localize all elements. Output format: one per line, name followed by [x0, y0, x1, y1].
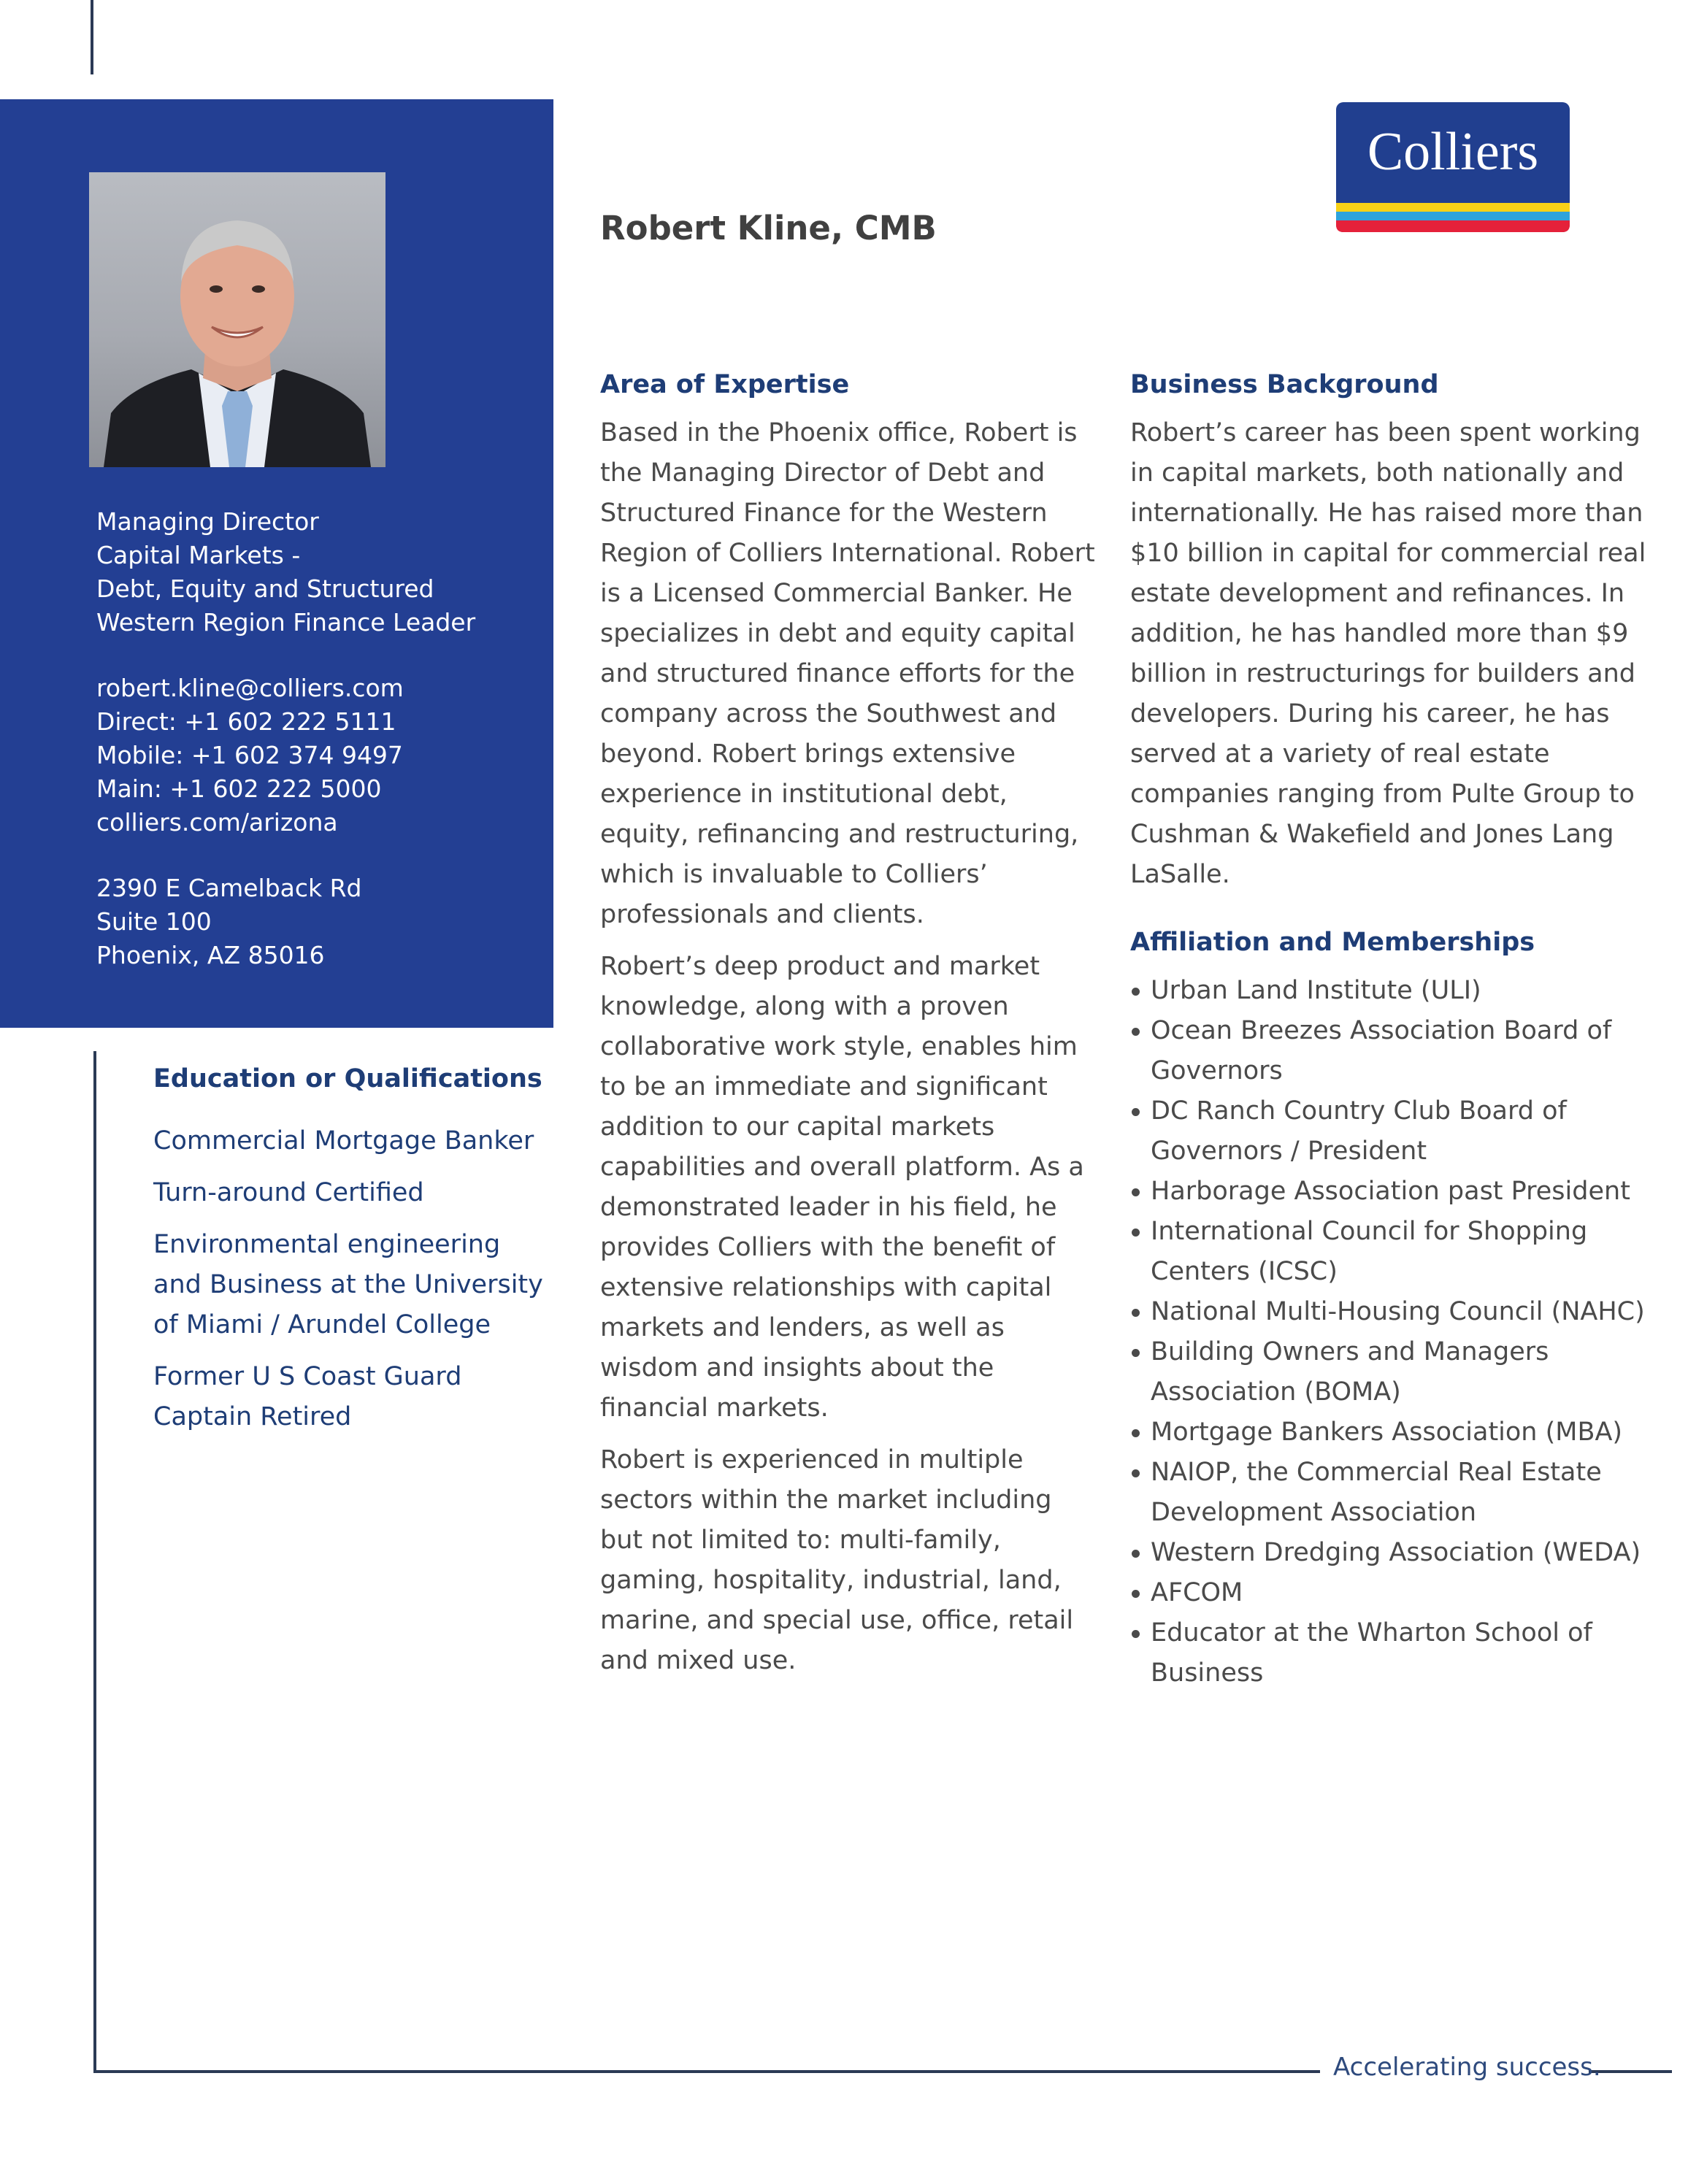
address-block [96, 872, 361, 972]
education-list [153, 1121, 548, 1449]
top-left-rule [91, 0, 93, 74]
list-item: Harborage Association past President [1130, 1172, 1670, 1212]
job-title-line: Debt, Equity and Structured [96, 574, 434, 603]
background-section [1130, 366, 1670, 1693]
mobile-phone[interactable]: Mobile: +1 602 374 9497 [96, 741, 403, 769]
education-item: Commercial Mortgage Banker [153, 1126, 534, 1156]
portrait-photo [89, 172, 385, 467]
expertise-paragraph: Robert’s deep product and market knowledge, along with a proven collaborative work style, enables him to be an immediate and significant addition to our capital markets capabilities and overall platform. As a demonstrated leader in his field, he provides Colliers with the benefit of extensive relationships with capital markets and lenders, as well as wisdom and insights about the financial markets. [600, 952, 1084, 1423]
list-item: Ocean Breezes Association Board of Governors [1130, 1011, 1670, 1091]
tagline: Accelerating success. [1333, 2053, 1601, 2082]
affiliations-list [1130, 971, 1670, 1693]
job-title-line: Western Region Finance Leader [96, 608, 476, 637]
address-line: Phoenix, AZ 85016 [96, 941, 325, 969]
list-item: Educator at the Wharton School of Business [1130, 1613, 1670, 1693]
bottom-rule [93, 2070, 1320, 2073]
expertise-paragraph: Robert is experienced in multiple sectors within the market including but not limited to: multi-family, gaming, hospitality, industrial, land, marine, and special use, office, retail and mixed use. [600, 1445, 1074, 1675]
email-link[interactable]: robert.kline@colliers.com [96, 674, 404, 702]
job-title-block [96, 505, 475, 639]
logo-wordmark: Colliers [1367, 122, 1539, 182]
education-heading: Education or Qualifications [153, 1064, 542, 1093]
list-item: DC Ranch Country Club Board of Governors / President [1130, 1091, 1670, 1172]
education-item: Turn-around Certified [153, 1178, 424, 1207]
direct-phone[interactable]: Direct: +1 602 222 5111 [96, 707, 396, 736]
expertise-section [600, 366, 1097, 1693]
affiliations-heading: Affiliation and Memberships [1130, 928, 1535, 957]
left-rule [93, 1051, 96, 2073]
list-item: Urban Land Institute (ULI) [1130, 971, 1670, 1011]
education-item: Former U S Coast Guard Captain Retired [153, 1362, 462, 1431]
list-item: Mortgage Bankers Association (MBA) [1130, 1412, 1670, 1453]
address-line: Suite 100 [96, 907, 212, 936]
list-item: National Multi-Housing Council (NAHC) [1130, 1292, 1670, 1332]
expertise-heading: Area of Expertise [600, 370, 850, 399]
expertise-paragraph: Based in the Phoenix office, Robert is the Managing Director of Debt and Structured Finance for the Western Region of Colliers International. Robert is a Licensed Commercial Banker. He specializes in debt and equity capital and structured finance efforts for the company across the Southwest and beyond. Robert brings extensive experience in institutional debt, equity, refinancing and restructuring, which is invaluable to Colliers’ professionals and clients. [600, 418, 1095, 929]
contact-block [96, 672, 404, 839]
list-item: NAIOP, the Commercial Real Estate Development Association [1130, 1453, 1670, 1533]
background-heading: Business Background [1130, 370, 1439, 399]
address-line: 2390 E Camelback Rd [96, 874, 362, 902]
list-item: International Council for Shopping Centers (ICSC) [1130, 1212, 1670, 1292]
person-name: Robert Kline, CMB [600, 209, 937, 247]
education-item: Environmental engineering and Business at the University of Miami / Arundel College [153, 1230, 543, 1339]
website-link[interactable]: colliers.com/arizona [96, 808, 338, 837]
main-phone[interactable]: Main: +1 602 222 5000 [96, 774, 382, 803]
job-title-line: Capital Markets - [96, 541, 301, 569]
colliers-logo [1336, 102, 1570, 232]
list-item: Building Owners and Managers Association (BOMA) [1130, 1332, 1670, 1412]
bottom-rule-end [1589, 2070, 1672, 2073]
list-item: Western Dredging Association (WEDA) [1130, 1533, 1670, 1573]
list-item: AFCOM [1130, 1573, 1670, 1613]
background-paragraph: Robert’s career has been spent working in capital markets, both nationally and internationally. He has raised more than $10 billion in capital for commercial real estate development and refinances. In addition, he has handled more than $9 billion in restructurings for builders and developers. During his career, he has served at a variety of real estate companies ranging from Pulte Group to Cushman & Wakefield and Jones Lang LaSalle. [1130, 418, 1646, 889]
job-title-line: Managing Director [96, 507, 319, 536]
portrait-illustration [89, 172, 385, 467]
